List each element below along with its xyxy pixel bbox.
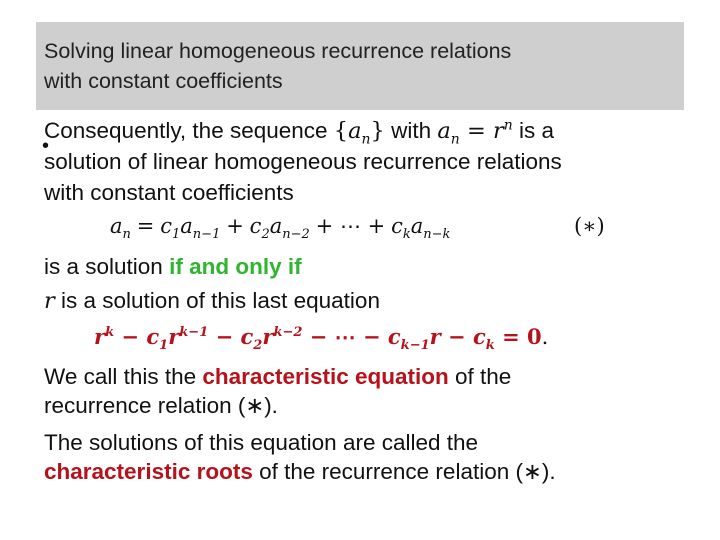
an-equals-rn-math: $a_n = r^n$ <box>437 117 513 148</box>
text-consequently: Consequently, the sequence <box>44 118 334 143</box>
text-with: with <box>384 118 438 143</box>
bullet-icon: • <box>42 135 50 157</box>
characteristic-equation-math: $r^k - c_1r^{k-1} - c_2r^{k-2}$ − ⋯ − $c_{k-1}r - c_k = 0$. <box>94 324 549 354</box>
body-line-11 <box>44 457 556 486</box>
star-label: (∗) <box>574 214 605 238</box>
recurrence-equation: $a_n = c_1a_{n-1} + c_2a_{n-2}$ + ⋯ + $c_ka_{n-k}$ <box>110 214 451 243</box>
text-is-a-solution: is a solution <box>44 254 170 279</box>
body-line-8 <box>44 362 511 391</box>
text-of-the: of the <box>448 364 512 389</box>
slide-title <box>44 36 511 96</box>
body-line-6 <box>44 286 380 316</box>
r-math: r <box>44 288 55 314</box>
text-if-and-only-if: if and only if <box>169 254 302 279</box>
text-solution-last-equation: is a solution of this last equation <box>54 288 380 313</box>
title-line-2: with constant coefficients <box>44 69 283 93</box>
body-line-9: recurrence relation (∗). <box>44 393 278 418</box>
body-line-1 <box>44 116 554 146</box>
body-line-5 <box>44 252 302 281</box>
text-characteristic-equation: characteristic equation <box>202 364 449 389</box>
body-line-3: with constant coefficients <box>44 180 294 205</box>
text-characteristic-roots: characteristic roots <box>44 459 253 484</box>
text-of-recurrence: of the recurrence relation (∗). <box>252 459 556 484</box>
text-is-a: is a <box>512 118 554 143</box>
body-line-2: solution of linear homogeneous recurrence relations <box>44 149 562 174</box>
text-we-call: We call this the <box>44 364 203 389</box>
sequence-set-math: $\{a_n\}$ <box>333 118 385 148</box>
title-bar <box>36 22 684 110</box>
body-line-10: The solutions of this equation are called the <box>44 430 479 455</box>
title-line-1: Solving linear homogeneous recurrence relations <box>44 39 512 63</box>
